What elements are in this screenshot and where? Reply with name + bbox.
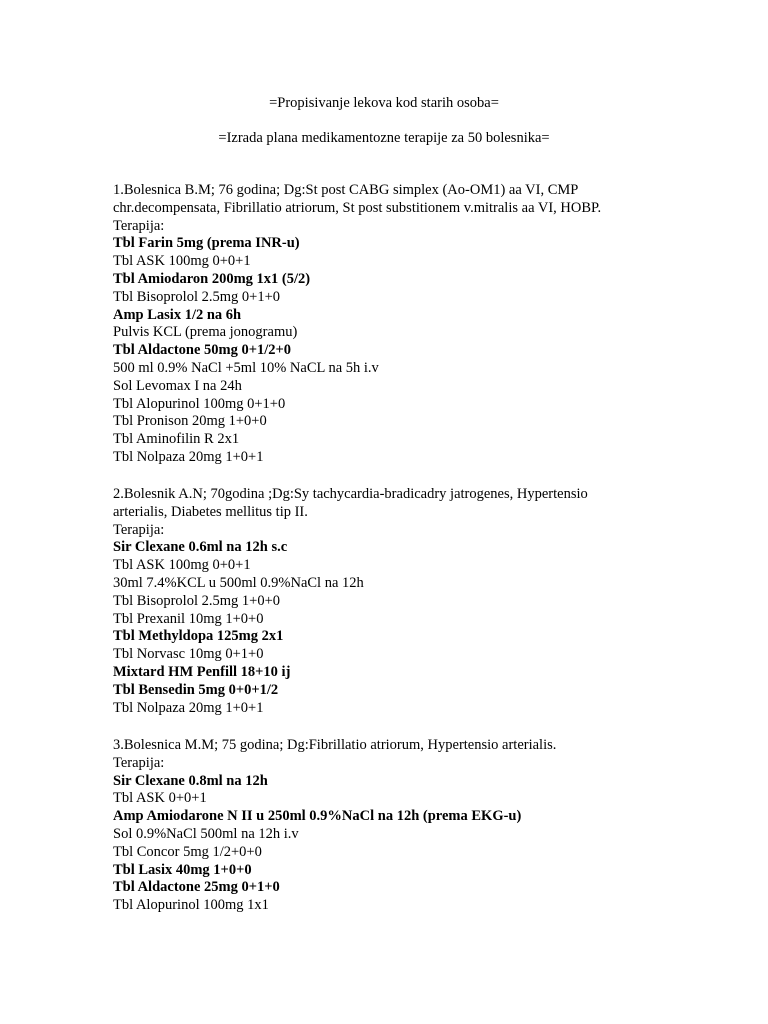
patient-header-line: 3.Bolesnica M.M; 75 godina; Dg:Fibrillatio atriorum, Hypertensio arterialis. <box>113 737 557 753</box>
medication-line: Mixtard HM Penfill 18+10 ij <box>113 663 291 680</box>
patient-header-line: 2.Bolesnik A.N; 70godina ;Dg:Sy tachycardia-bradicadry jatrogenes, Hypertensio <box>113 486 588 502</box>
medication-line: Tbl Amiodaron 200mg 1x1 (5/2) <box>113 270 311 287</box>
document-title: =Propisivanje lekova kod starih osoba= <box>269 95 499 111</box>
medication-line: 500 ml 0.9% NaCl +5ml 10% NaCL na 5h i.v <box>113 359 379 376</box>
medication-line: Tbl Alopurinol 100mg 0+1+0 <box>113 395 286 412</box>
medication-line: Tbl Aldactone 25mg 0+1+0 <box>113 879 280 896</box>
medication-line: Tbl Bensedin 5mg 0+0+1/2 <box>113 681 279 698</box>
medication-line: Tbl ASK 0+0+1 <box>113 790 207 807</box>
medication-line: Sol Levomax I na 24h <box>113 377 242 394</box>
medication-line: Tbl Bisoprolol 2.5mg 0+1+0 <box>113 288 280 305</box>
therapy-label: Terapija: <box>113 217 165 234</box>
medication-line: 30ml 7.4%KCL u 500ml 0.9%NaCl na 12h <box>113 574 364 591</box>
medication-line: Pulvis KCL (prema jonogramu) <box>113 324 298 341</box>
medication-line: Tbl Norvasc 10mg 0+1+0 <box>113 646 264 663</box>
medication-line: Amp Lasix 1/2 na 6h <box>113 306 242 323</box>
patient-entry-1 <box>113 182 733 467</box>
medication-line: Sir Clexane 0.8ml na 12h <box>113 772 268 789</box>
medication-line: Tbl Alopurinol 100mg 1x1 <box>113 897 269 914</box>
medication-line: Tbl Aldactone 50mg 0+1/2+0 <box>113 342 292 359</box>
patient-header-line: arterialis, Diabetes mellitus tip II. <box>113 503 308 520</box>
medication-line: Tbl Bisoprolol 2.5mg 1+0+0 <box>113 592 280 609</box>
medication-line: Tbl Prexanil 10mg 1+0+0 <box>113 610 264 627</box>
therapy-label: Terapija: <box>113 754 165 771</box>
medication-line: Tbl Lasix 40mg 1+0+0 <box>113 861 252 878</box>
patient-entry-3 <box>113 737 733 915</box>
patient-entry-2 <box>113 486 733 717</box>
medication-line: Tbl Methyldopa 125mg 2x1 <box>113 628 284 645</box>
medication-line: Tbl ASK 100mg 0+0+1 <box>113 557 251 574</box>
medication-line: Tbl Farin 5mg (prema INR-u) <box>113 235 300 252</box>
patient-header-line: 1.Bolesnica B.M; 76 godina; Dg:St post CABG simplex (Ao-OM1) aa VI, CMP <box>113 182 579 198</box>
medication-line: Amp Amiodarone N II u 250ml 0.9%NaCl na 12h (prema EKG-u) <box>113 808 522 825</box>
document-subtitle: =Izrada plana medikamentozne terapije za 50 bolesnika= <box>218 130 550 146</box>
therapy-label: Terapija: <box>113 521 165 538</box>
medication-line: Tbl Aminofilin R 2x1 <box>113 431 240 448</box>
medication-line: Tbl Pronison 20mg 1+0+0 <box>113 413 267 430</box>
medication-line: Tbl Concor 5mg 1/2+0+0 <box>113 843 262 860</box>
medication-line: Tbl Nolpaza 20mg 1+0+1 <box>113 448 264 465</box>
medication-line: Tbl Nolpaza 20mg 1+0+1 <box>113 699 264 716</box>
medication-line: Sol 0.9%NaCl 500ml na 12h i.v <box>113 825 299 842</box>
medication-line: Sir Clexane 0.6ml na 12h s.c <box>113 539 288 556</box>
patient-header-line: chr.decompensata, Fibrillatio atriorum, St post substitionem v.mitralis aa VI, HOBP. <box>113 199 602 216</box>
medication-line: Tbl ASK 100mg 0+0+1 <box>113 253 251 270</box>
